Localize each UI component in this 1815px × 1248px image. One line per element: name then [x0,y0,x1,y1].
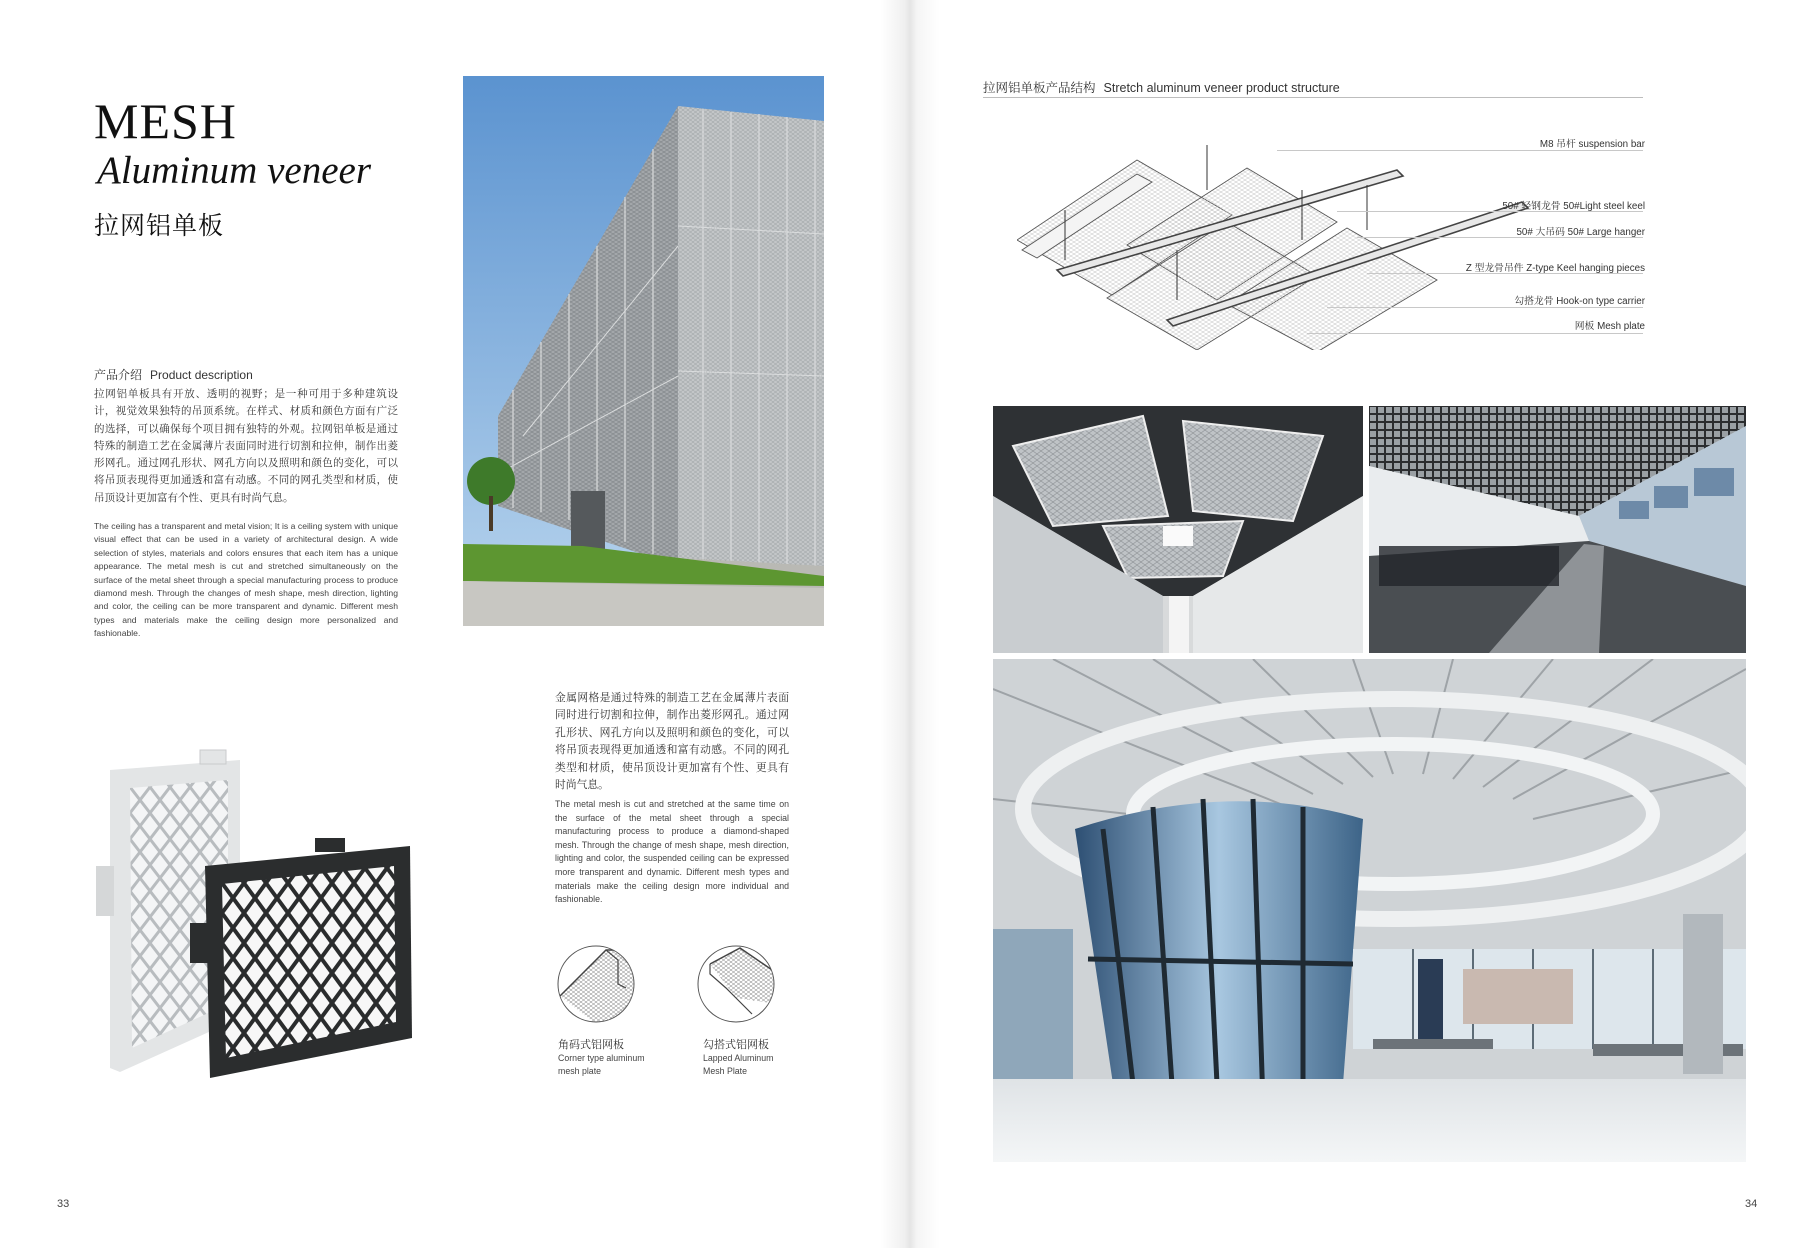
corridor-ceiling-photo [993,406,1363,653]
product-description-heading [94,366,253,383]
structure-heading [983,78,1340,96]
page-number-right: 34 [1745,1198,1758,1210]
diagram-label-suspension-bar: M8 吊杆 suspension bar [1539,139,1645,150]
diagram-label-z-type-keel: Z 型龙骨吊件 Z-type Keel hanging pieces [1465,263,1645,274]
product-description-cn: 拉网铝单板具有开放、透明的视野；是一种可用于多种建筑设计，视觉效果独特的吊顶系统。在样式、材质和颜色方面有广泛的选择，可以确保每个项目拥有独特的外观。拉网铝单板是通过特殊的制造工艺在金属薄片表面同时进行切割和拉伸，制作出菱形网孔。通过网孔形状、网孔方向以及照明和颜色的变化，可以将吊顶表现得更加通透和富有动感。不同的网孔类型和材质，使吊顶设计更加富有个性、更具有时尚气息。 [94,388,398,504]
diagram-leader-1 [1277,150,1643,151]
lapped-plate-label-cn: 勾搭式铝网板 [703,1038,769,1051]
lapped-plate-icon [696,944,780,1028]
building-facade-photo [463,76,824,626]
left-page [0,0,907,1248]
title-aluminum-veneer: Aluminum veneer [97,149,371,192]
diagram-leader-6 [1307,333,1643,334]
product-description-heading-en: Product description [150,368,253,382]
mesh-panels-product-photo [90,748,430,1080]
structure-divider [983,97,1643,98]
control-room-photo [1369,406,1746,653]
corner-type-plate-icon [556,944,640,1028]
diagram-leader-5 [1327,307,1643,308]
structure-heading-en: Stretch aluminum veneer product structure [1103,81,1340,95]
structure-heading-cn: 拉网铝单板产品结构 [983,80,1096,95]
product-description-heading-cn: 产品介绍 [94,368,143,382]
title-chinese: 拉网铝单板 [94,211,225,240]
diagram-label-large-hanger: 50# 大吊码 50# Large hanger [1516,227,1645,238]
product-description-en: The ceiling has a transparent and metal vision; It is a ceiling system with unique visual effect that can be used in a variety of architectural design. A wide selection of styles, materials and colors ensures that each item has a unique appearance. The metal mesh is cut and stretched simultaneously on the surface of the metal sheet through a special manufacturing process to produce diamond mesh. Through the changes of mesh shape, mesh direction, lighting and color, the ceiling can be more transparent and dynamic. Different mesh types and materials make the ceiling design more personalized and fashionable. [94,521,398,639]
corner-type-plate-label-en: Corner type aluminum mesh plate [558,1053,645,1076]
mesh-intro-cn: 金属网格是通过特殊的制造工艺在金属薄片表面同时进行切割和拉伸，制作出菱形网孔。通过网孔形状、网孔方向以及照明和颜色的变化，可以将吊顶表现得更加通透和富有动感。不同的网孔类型和材质，使吊顶设计更加富有个性、更具有时尚气息。 [555,691,789,792]
page-number-left: 33 [57,1198,70,1210]
lapped-plate-label-en: Lapped Aluminum Mesh Plate [703,1053,774,1076]
diagram-label-light-steel-keel: 50# 轻钢龙骨 50#Light steel keel [1502,201,1645,212]
title-mesh: MESH [94,93,237,149]
right-page [907,0,1815,1248]
book-gutter [880,0,940,1248]
structure-diagram [1017,130,1647,350]
corner-type-plate-label-cn: 角码式铝网板 [558,1038,624,1051]
mesh-intro-en: The metal mesh is cut and stretched at the same time on the surface of the metal sheet through a special manufacturing process to produce a diamond-shaped mesh. Through the change of mesh shape, mesh direction, lighting and color, the suspended ceiling can be expressed more transparent and dynamic. Different mesh types and materials make the ceiling design more individual and fashionable. [555,799,789,905]
diagram-label-mesh-plate: 网板 Mesh plate [1574,321,1645,332]
diagram-label-hook-on-carrier: 勾搭龙骨 Hook-on type carrier [1514,296,1645,307]
airport-atrium-photo [993,659,1746,1162]
